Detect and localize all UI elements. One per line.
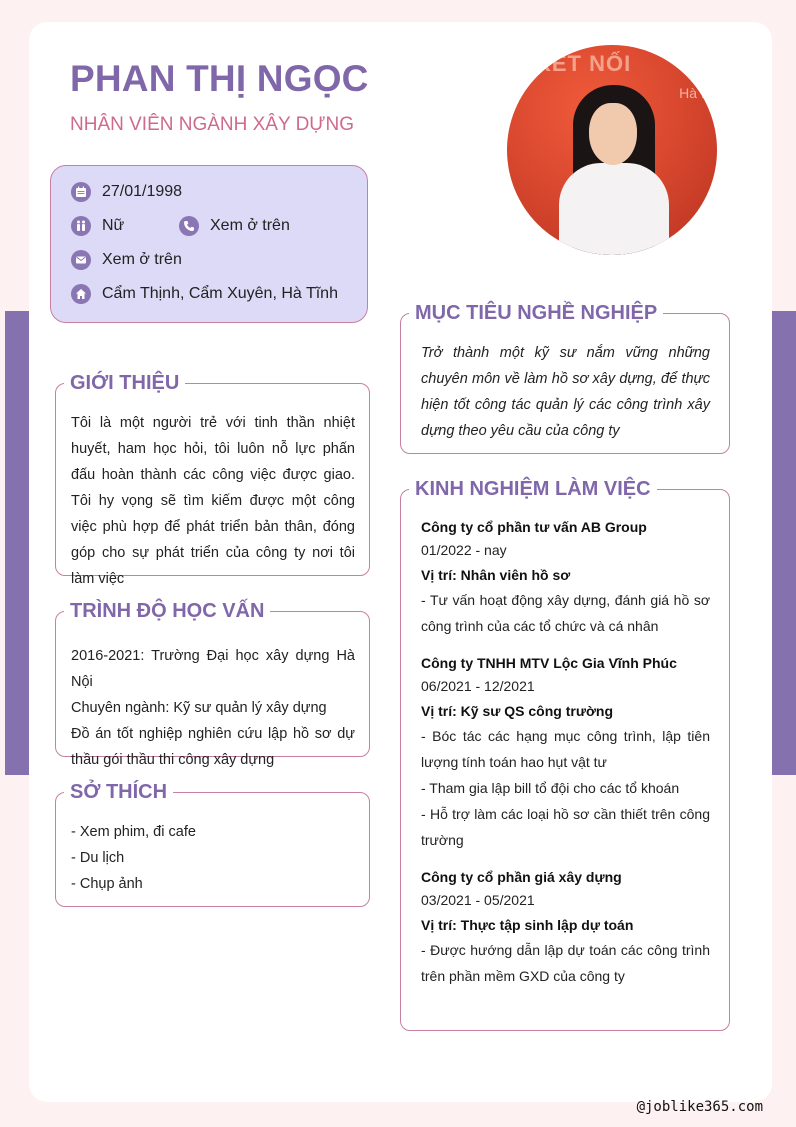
experience-detail: - Được hướng dẫn lập dự toán các công trình trên phần mềm GXD của công ty	[421, 942, 710, 984]
right-side-band	[772, 311, 796, 775]
experience-position: Vị trí: Thực tập sinh lập dự toán	[421, 917, 634, 933]
experience-item	[421, 653, 710, 853]
contact-birthday	[71, 182, 182, 202]
experience-company: Công ty cổ phần giá xây dựng	[421, 869, 622, 885]
contact-phone	[179, 216, 290, 236]
experience-position: Vị trí: Kỹ sư QS công trường	[421, 703, 614, 719]
candidate-name: PHAN THỊ NGỌC	[70, 58, 369, 99]
phone-value: Xem ở trên	[210, 217, 290, 234]
experience-list	[421, 517, 710, 1003]
experience-detail: - Tham gia lập bill tổ đội cho các tổ khoán	[421, 780, 680, 796]
education-list	[71, 643, 355, 773]
calendar-icon	[71, 182, 91, 202]
education-line: 2016-2021: Trường Đại học xây dựng Hà Nội	[71, 648, 355, 690]
education-title: TRÌNH ĐỘ HỌC VẤN	[64, 599, 270, 623]
contact-email	[71, 250, 182, 270]
email-value: Xem ở trên	[102, 251, 182, 268]
experience-box	[400, 489, 730, 1031]
experience-title: KINH NGHIỆM LÀM VIỆC	[409, 477, 657, 501]
hobby-item: - Xem phim, đi cafe	[71, 824, 196, 840]
contact-address	[71, 284, 338, 304]
address-value: Cẩm Thịnh, Cẩm Xuyên, Hà Tĩnh	[102, 285, 338, 302]
hobbies-box	[55, 792, 370, 907]
education-line: Chuyên ngành: Kỹ sư quản lý xây dựng	[71, 700, 327, 716]
contact-gender	[71, 216, 124, 236]
education-box	[55, 611, 370, 768]
profile-photo	[507, 45, 717, 255]
footer-handle: @joblike365.com	[636, 1099, 763, 1115]
home-icon	[71, 284, 91, 304]
gender-value: Nữ	[102, 217, 125, 234]
experience-detail: - Hỗ trợ làm các loại hồ sơ cần thiết trên công trường	[421, 806, 710, 848]
objective-box	[400, 313, 730, 454]
experience-date: 06/2021 - 12/2021	[421, 678, 535, 694]
experience-detail: - Bóc tác các hạng mục công trình, lập tiên lượng tính toán hao hụt vật tư	[421, 728, 710, 770]
intro-text: Tôi là một người trẻ với tinh thần nhiệt huyết, ham học hỏi, tôi luôn nỗ lực phấn đấu hoàn thành các công việc được giao. Tôi hy vọng sẽ tìm kiếm được một công việc phù hợp để phát triển bản thân, đóng góp cho sự phát triển của công ty nơi tôi làm việc	[71, 415, 355, 587]
experience-item	[421, 867, 710, 989]
birthday-value: 27/01/1998	[102, 183, 183, 200]
photo-face	[589, 103, 637, 165]
education-line: Đồ án tốt nghiệp nghiên cứu lập hồ sơ dự thầu gói thầu thi công xây dựng	[71, 726, 355, 768]
gender-icon	[71, 216, 91, 236]
hobbies-list	[71, 819, 355, 897]
intro-box	[55, 383, 370, 587]
left-side-band	[5, 311, 29, 775]
experience-date: 03/2021 - 05/2021	[421, 892, 535, 908]
photo-sign-text-2: Hà N	[679, 85, 711, 101]
experience-date: 01/2022 - nay	[421, 542, 507, 558]
hobbies-title: SỞ THÍCH	[64, 780, 173, 804]
experience-company: Công ty TNHH MTV Lộc Gia Vĩnh Phúc	[421, 655, 677, 671]
experience-company: Công ty cổ phần tư vấn AB Group	[421, 519, 647, 535]
photo-sign-text: KẾT NỐI	[535, 51, 632, 76]
intro-title: GIỚI THIỆU	[64, 371, 185, 395]
experience-detail: - Tư vấn hoạt động xây dựng, đánh giá hồ sơ công trình của các tổ chức và cá nhân	[421, 592, 710, 634]
hobby-item: - Chụp ảnh	[71, 876, 143, 892]
job-title: NHÂN VIÊN NGÀNH XÂY DỰNG	[70, 114, 355, 135]
experience-item	[421, 517, 710, 639]
phone-icon	[179, 216, 199, 236]
experience-position: Vị trí: Nhân viên hồ sơ	[421, 567, 571, 583]
photo-shirt	[559, 163, 669, 255]
email-icon	[71, 250, 91, 270]
objective-title: MỤC TIÊU NGHỀ NGHIỆP	[409, 301, 663, 325]
hobby-item: - Du lịch	[71, 850, 125, 866]
objective-text: Trở thành một kỹ sư nắm vững những chuyên môn về làm hồ sơ xây dựng, để thực hiện tốt công tác quản lý các công trình xây dựng theo yêu cầu của công ty	[421, 345, 710, 439]
